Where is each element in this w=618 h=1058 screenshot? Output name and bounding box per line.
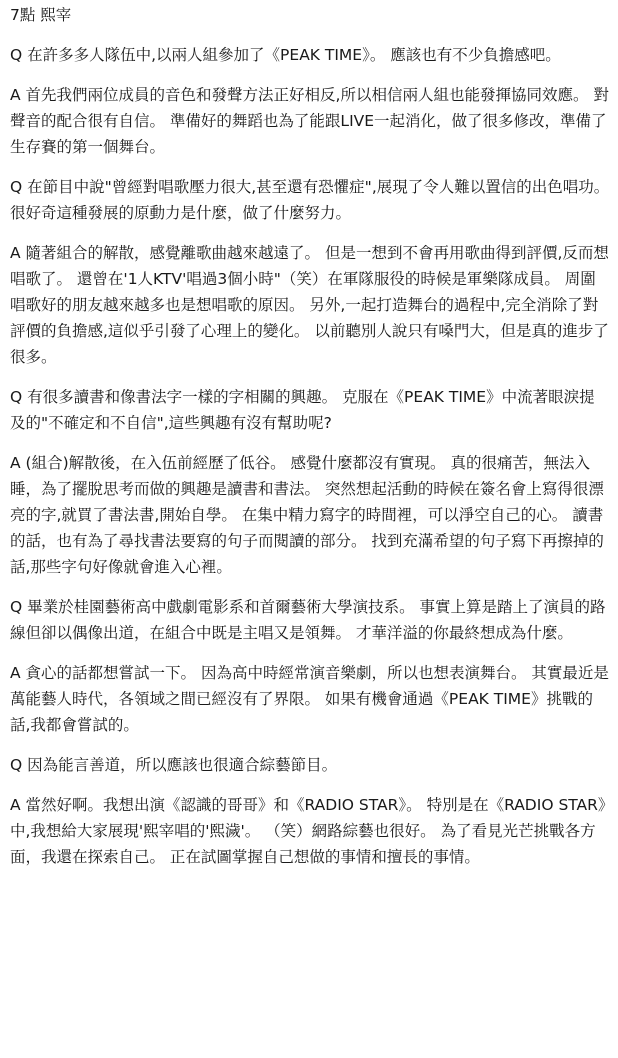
paragraph-q5: Q 因為能言善道，所以應該也很適合綜藝節目。 (10, 756, 338, 774)
paragraph-a2: A 隨著組合的解散，感覺離歌曲越來越遠了。 但是一想到不會再用歌曲得到評價,反而想唱歌了。 還曾在'1人KTV'唱過3個小時"（笑）在軍隊服役的時候是軍樂隊成員。 周圍唱歌好的朋友越來越多也是想唱歌的原因。 另外,一起打造舞台的過程中,完全消除了對評價的負擔感,這似乎引發了心理上的變化。 以前聽別人說只有嗓門大，但是真的進步了很多。 (10, 244, 609, 366)
paragraph-q1: Q 在許多多人隊伍中,以兩人組參加了《PEAK TIME》。 應該也有不少負擔感吧。 (10, 46, 561, 64)
paragraph-a4: A 貪心的話都想嘗試一下。 因為高中時經常演音樂劇，所以也想表演舞台。 其實最近是萬能藝人時代，各領域之間已經沒有了界限。 如果有機會通過《PEAK TIME》挑戰的話,我都會嘗試的。 (10, 664, 609, 734)
article-header: 7點 熙宰 (10, 6, 72, 24)
paragraph-q3: Q 有很多讀書和像書法字一樣的字相關的興趣。 克服在《PEAK TIME》中流著眼淚提及的"不確定和不自信",這些興趣有沒有幫助呢? (10, 388, 595, 432)
paragraph-q2: Q 在節目中說"曾經對唱歌壓力很大,甚至還有恐懼症",展現了令人難以置信的出色唱功。 很好奇這種發展的原動力是什麼，做了什麼努力。 (10, 178, 610, 222)
paragraph-q4: Q 畢業於桂園藝術高中戲劇電影系和首爾藝術大學演技系。 事實上算是踏上了演員的路線但卻以偶像出道，在組合中既是主唱又是領舞。 才華洋溢的你最終想成為什麼。 (10, 598, 606, 642)
paragraph-a5: A 當然好啊。我想出演《認識的哥哥》和《RADIO STAR》。 特別是在《RADIO STAR》中,我想給大家展現'熙宰唱的'熙濊'。 （笑）網路綜藝也很好。 為了看見光芒挑戰各方面，我還在探索自己。 正在試圖掌握自己想做的事情和擅長的事情。 (10, 796, 606, 866)
paragraph-a1: A 首先我們兩位成員的音色和發聲方法正好相反,所以相信兩人組也能發揮協同效應。 對聲音的配合很有自信。 準備好的舞蹈也為了能跟LIVE一起消化，做了很多修改，準備了生存賽的第一個舞台。 (10, 86, 609, 156)
paragraph-a3: A (組合)解散後，在入伍前經歷了低谷。 感覺什麼都沒有實現。 真的很痛苦，無法入睡，為了擺脫思考而做的興趣是讀書和書法。 突然想起活動的時候在簽名會上寫得很漂亮的字,就買了書法書,開始自學。 在集中精力寫字的時間裡，可以淨空自己的心。 讀書的話，也有為了尋找書法要寫的句子而閱讀的部分。 找到充滿希望的句子寫下再擦掉的話,那些字句好像就會進入心裡。 (10, 454, 604, 576)
